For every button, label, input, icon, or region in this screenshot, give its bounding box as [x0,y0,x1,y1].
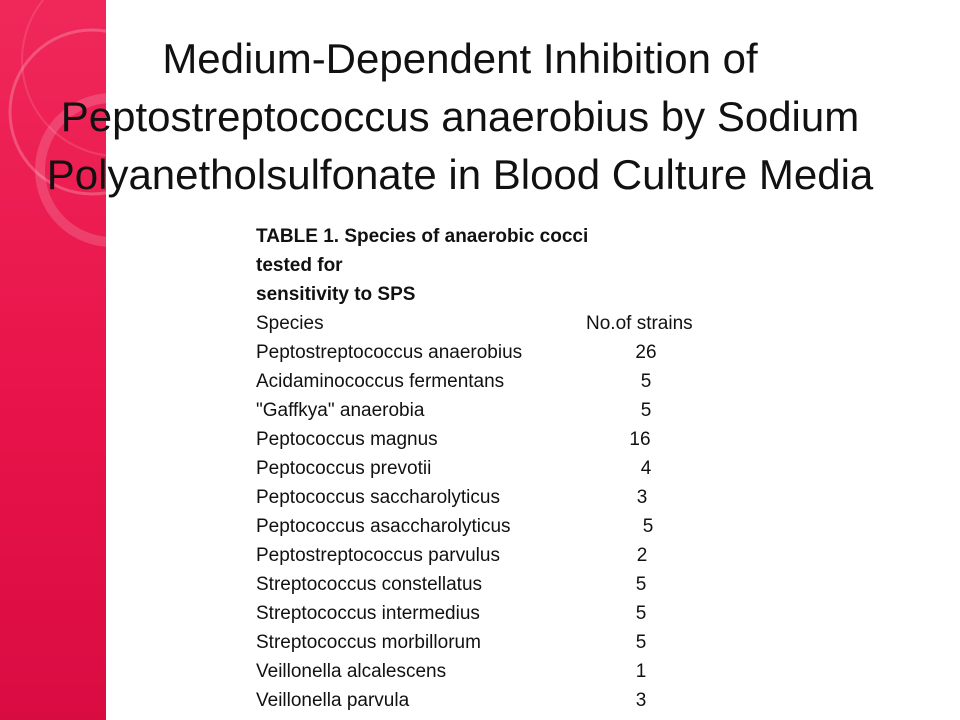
strain-count: 5 [640,400,652,421]
title-line-2: Peptostreptococcus anaerobius by Sodium [60,93,860,140]
strain-count: 5 [640,371,652,392]
strain-count: 16 [629,429,651,450]
table-row [256,338,776,367]
species-name: Streptococcus constellatus [256,574,483,595]
table-row [256,570,776,599]
species-name: "Gaffkya" anaerobia [256,400,425,421]
species-name: Peptostreptococcus anaerobius [256,342,523,363]
species-name: Streptococcus intermedius [256,603,480,624]
strain-count: 5 [635,574,647,595]
table-row [256,512,776,541]
table-row [256,599,776,628]
title-line-1: Medium-Dependent Inhibition of [162,35,758,82]
table-row [256,541,776,570]
species-name: Streptococcus morbillorum [256,632,481,653]
table-row [256,657,776,686]
species-table [256,222,776,715]
header-count: No.of strains [586,313,693,334]
table-row [256,454,776,483]
table-row [256,367,776,396]
strain-count: 5 [635,632,647,653]
species-name: Peptococcus saccharolyticus [256,487,500,508]
caption-line-1: TABLE 1. Species of anaerobic cocci [256,226,589,247]
species-name: Peptostreptococcus parvulus [256,545,500,566]
strain-count: 2 [636,545,648,566]
strain-count: 5 [635,603,647,624]
caption-line-3: sensitivity to SPS [256,284,416,305]
table-row [256,396,776,425]
strain-count: 26 [635,342,657,363]
species-name: Peptococcus asaccharolyticus [256,516,511,537]
species-name: Acidaminococcus fermentans [256,371,505,392]
species-name: Peptococcus prevotii [256,458,432,479]
strain-count: 3 [635,690,647,711]
strain-count: 4 [640,458,652,479]
table-row [256,686,776,715]
table-header-row [256,309,776,338]
table-body [256,338,776,715]
table-row [256,425,776,454]
slide-title [0,30,920,204]
table-caption [256,222,776,309]
species-name: Peptococcus magnus [256,429,438,450]
strain-count: 1 [635,661,647,682]
header-species: Species [256,313,324,334]
strain-count: 3 [636,487,648,508]
table-row [256,628,776,657]
strain-count: 5 [642,516,654,537]
species-name: Veillonella alcalescens [256,661,447,682]
table-row [256,483,776,512]
species-name: Veillonella parvula [256,690,410,711]
caption-line-2: tested for [256,255,343,276]
title-line-3: Polyanetholsulfonate in Blood Culture Media [46,151,874,198]
